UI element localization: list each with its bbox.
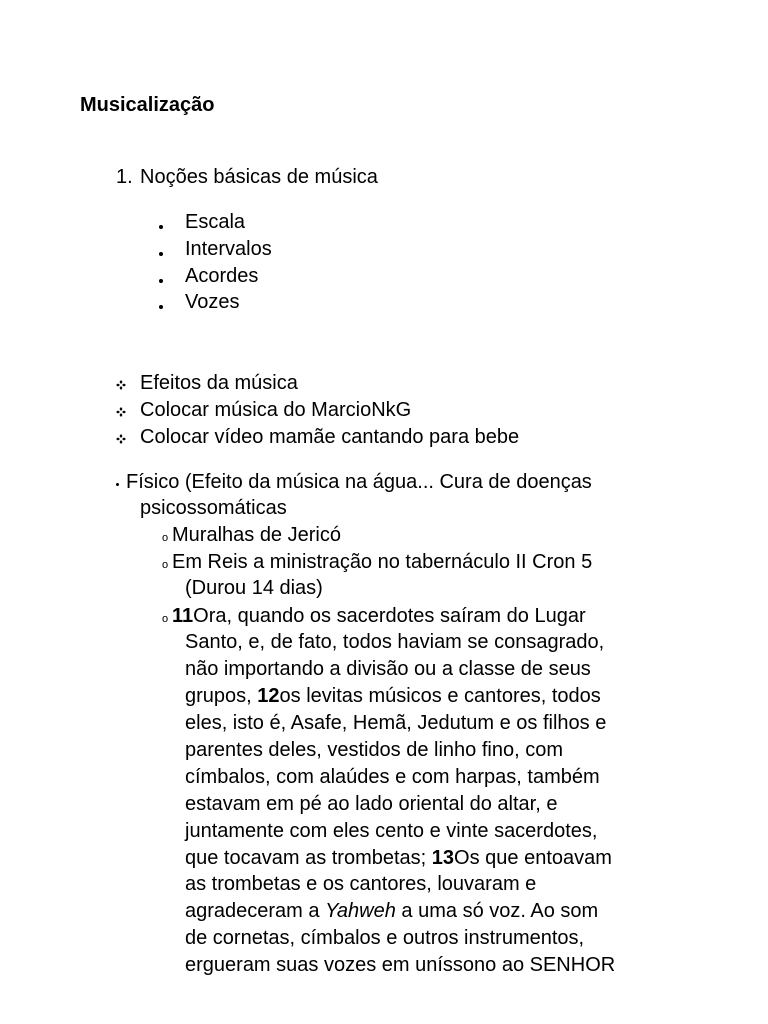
fisico-line-1: Físico (Efeito da música na água... Cura de doenças [126,471,592,493]
verse-line-10: que tocavam as trombetas; 13Os que entoavam [185,847,612,869]
verse-line-1: 11Ora, quando os sacerdotes saíram do Lugar [172,605,586,627]
bullet-dot-icon [159,252,163,256]
list-item-escala: Escala [185,211,246,233]
sub-item-reis-2: (Durou 14 dias) [185,577,323,599]
verse-line-3: não importando a divisão ou a classe de seus [185,658,591,680]
verse-line-2: Santo, e, de fato, todos haviam se consagrado, [185,631,605,653]
circle-bullet-icon: o [162,559,169,571]
list-item-vozes: Vozes [185,291,240,313]
verse-number: 11 [172,605,194,627]
item-number: 1. [116,166,133,188]
bullet-dot-icon [159,225,163,229]
verse-line-14: ergueram suas vozes em uníssono ao SENHOR [185,954,616,976]
emphasis-yahweh: Yahweh [325,900,396,922]
document-title: Musicalização [80,94,215,116]
bullet-dot-icon [159,305,163,309]
item-text: Noções básicas de música [140,166,378,188]
list-item-acordes: Acordes [185,265,259,287]
verse-line-13: de cornetas, címbalos e outros instrumentos, [185,927,585,949]
verse-number: 13 [431,847,455,869]
verse-line-11: as trombetas e os cantores, louvaram e [185,873,537,895]
numbered-item [116,164,378,190]
verse-number: 12 [257,685,280,707]
verse-line-5: eles, isto é, Asafe, Hemã, Jedutum e os filhos e [185,712,607,734]
verse-line-9: juntamente com eles cento e vinte sacerdotes, [185,820,598,842]
fisico-line-2: psicossomáticas [140,497,287,519]
diamond-bullet-icon [116,380,126,390]
list-item-intervalos: Intervalos [185,238,272,260]
verse-line-7: címbalos, com alaúdes e com harpas, também [185,766,600,788]
sub-item-reis-1: Em Reis a ministração no tabernáculo II Cron 5 [172,551,593,573]
list-item-efeitos: Efeitos da música [140,372,298,394]
sub-item-jerico: Muralhas de Jericó [172,524,341,546]
diamond-bullet-icon [116,434,126,444]
bullet-dot-icon [116,483,119,486]
list-item-colocar-musica: Colocar música do MarcioNkG [140,399,412,421]
verse-line-12: agradeceram a Yahweh a uma só voz. Ao som [185,900,599,922]
circle-bullet-icon: o [162,613,169,625]
bullet-dot-icon [159,279,163,283]
verse-line-4: grupos, 12os levitas músicos e cantores, todos [185,685,601,707]
circle-bullet-icon: o [162,532,169,544]
diamond-bullet-icon [116,407,126,417]
list-item-colocar-video: Colocar vídeo mamãe cantando para bebe [140,426,520,448]
verse-line-8: estavam em pé ao lado oriental do altar, e [185,793,558,815]
verse-line-6: parentes deles, vestidos de linho fino, com [185,739,563,761]
